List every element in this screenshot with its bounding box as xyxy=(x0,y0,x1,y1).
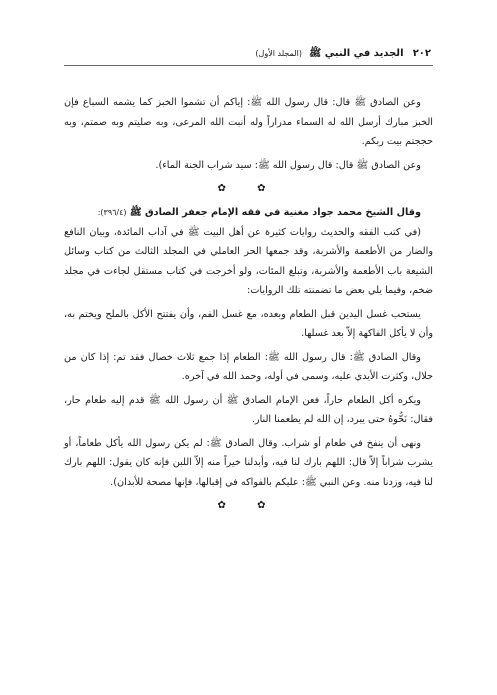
section-heading xyxy=(64,203,433,223)
body-text xyxy=(64,93,433,520)
book-title: الجديد في النبي ﷺ xyxy=(309,48,404,59)
paragraph-4: يستحب غسل اليدين قبل الطعام وبعده، مع غسل الفم، وأن يفتتح الأكل بالملح ويختم به، وأن لا يأكل الفاكهة إلاّ بعد غسلها. xyxy=(64,308,433,339)
paragraph-3: (في كتب الفقه والحديث روايات كثيرة عن أهل البيت ﷺ في آداب المائدة، وبيان النافع والضار من الأطعمة والأشربة، وقد جمعها الحر العاملي في المجلد الثالث من كتاب وسائل الشيعة باب الأطعمة والأشربة، وتبلغ المئات، ولو أخرجت في كتاب مستقل لجاءت في مجلد ضخم، وفيما يلي بعض ما تضمنته تلك الروايات: xyxy=(64,226,433,296)
section-heading-text: وقال الشيخ محمد جواد مغنية في فقه الإمام جعفر الصادق ﷺ xyxy=(129,207,421,218)
paragraph-6: ويكره أكل الطعام حاراً، فعن الإمام الصادق ﷺ أن رسول الله ﷺ قدم إليه طعام حار، فقال: نَحُّوهُ حتى يبرد، إن الله لم يطعمنا النار. xyxy=(64,394,433,425)
page-number: ٢٠٢ xyxy=(412,48,431,59)
ornament-separator-2: ✿ ✿ xyxy=(217,500,280,511)
ornament-separator-1: ✿ ✿ xyxy=(217,183,280,194)
paragraph-1: وعن الصادق ﷺ قال: قال رسول الله ﷺ: إياكم أن تشموا الخبز كما يشمه السباع فإن الخبز مبارك أرسل الله له السماء مدراراً وله أنبت الله المرعى، وبه صليتم وبه صمتم، وبه حججتم بيت ربكم. xyxy=(64,97,433,147)
header-rule xyxy=(64,65,433,66)
volume-label: (المجلد الأول) xyxy=(255,49,302,58)
paragraph-7: ونهى أن ينفخ في طعام أو شراب. وقال الصادق ﷺ: لم يكن رسول الله يأكل طعاماً، أو يشرب شراباً إلاّ قال: اللهم بارك لنا فيه، وأبدلنا خيراً منه إلاّ اللبن فإنه كان يقول: اللهم بارك لنا فيه، وزدنا منه. وعن النبي ﷺ: عليكم بالفواكه في إقبالها، فإنها مصحة للأبدان). xyxy=(64,437,433,488)
paragraph-5: وقال الصادق ﷺ: قال رسول الله ﷺ: الطعام إذا جمع ثلاث خصال فقد تم: إذا كان من حلال، وكثرت الأيدي عليه، وسمى في أوله، وحمد الله في آخره. xyxy=(64,351,433,382)
running-head xyxy=(52,46,431,62)
paragraph-2: وعن الصادق ﷺ قال: قال رسول الله ﷺ: سيد شراب الجنة الماء). xyxy=(155,159,421,171)
section-heading-citation: (٣٩٦/٤): xyxy=(97,208,127,217)
